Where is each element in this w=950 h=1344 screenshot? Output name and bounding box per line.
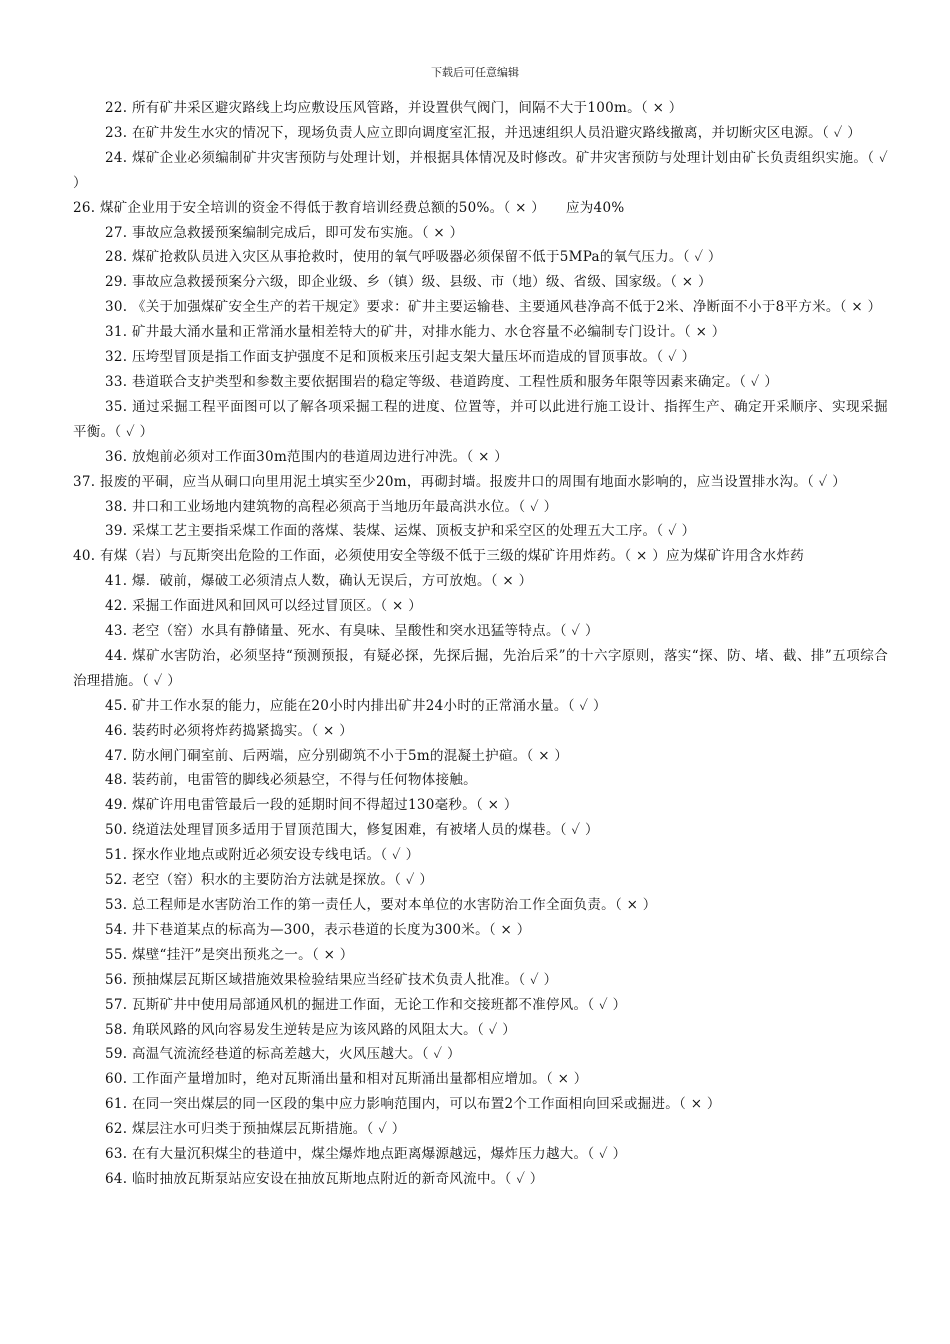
question-item: 37. 报废的平硐，应当从硐口向里用泥土填实至少20m，再砌封墙。报废井口的周围有地面水影响的，应当设置排水沟。（ ✓ ） bbox=[73, 473, 847, 490]
question-list bbox=[73, 96, 888, 1192]
question-item: 53. 总工程师是水害防治工作的第一责任人，要对本单位的水害防治工作全面负责。（ × ） bbox=[105, 897, 657, 913]
question-item: 31. 矿井最大涌水量和正常涌水量相差特大的矿井，对排水能力、水仓容量不必编制专门设计。（ × ） bbox=[105, 324, 726, 341]
question-item: 51. 探水作业地点或附近必须安设专线电话。（ ✓ ） bbox=[105, 847, 420, 864]
question-item: 60. 工作面产量增加时，绝对瓦斯涌出量和相对瓦斯涌出量都相应增加。（ × ） bbox=[105, 1071, 588, 1088]
question-item: 24. 煤矿企业必须编制矿井灾害预防与处理计划，并根据具体情况及时修改。矿井灾害预防与处理计划由矿长负责组织实施。（ ✓ ） bbox=[73, 149, 888, 191]
question-item: 30. 《关于加强煤矿安全生产的若干规定》要求：矿井主要运输巷、主要通风巷净高不低于2米、净断面不小于8平方米。（ × ） bbox=[105, 299, 882, 316]
question-item: 47. 防水闸门硐室前、后两端，应分别砌筑不小于5m的混凝土护碹。（ × ） bbox=[105, 747, 569, 764]
question-item: 50. 绕道法处理冒顶多适用于冒顶范围大，修复困难，有被堵人员的煤巷。（ ✓ ） bbox=[105, 822, 599, 839]
question-item: 63. 在有大量沉积煤尘的巷道中，煤尘爆炸地点距离爆源越远，爆炸压力越大。（ ✓ ） bbox=[105, 1146, 627, 1163]
question-item: 33. 巷道联合支护类型和参数主要依据围岩的稳定等级、巷道跨度、工程性质和服务年限等因素来确定。（ ✓ ） bbox=[105, 373, 779, 390]
question-item: 36. 放炮前必须对工作面30m范围内的巷道周边进行冲洗。（ × ） bbox=[105, 448, 509, 465]
question-item: 41. 爆．破前，爆破工必须清点人数，确认无误后，方可放炮。（ × ） bbox=[105, 573, 533, 590]
question-item: 61. 在同一突出煤层的同一区段的集中应力影响范围内，可以布置2个工作面相向回采或掘进。（ × ） bbox=[105, 1096, 721, 1113]
question-item: 28. 煤矿抢救队员进入灾区从事抢救时，使用的氧气呼吸器必须保留不低于5MPa的氧气压力。（ ✓ ） bbox=[105, 249, 722, 266]
question-item: 32. 压垮型冒顶是指工作面支护强度不足和顶板来压引起支架大量压坏而造成的冒顶事故。（ ✓ ） bbox=[105, 349, 696, 366]
question-item: 54. 井下巷道某点的标高为—300，表示巷道的长度为300米。（ × ） bbox=[105, 921, 531, 938]
question-item: 57. 瓦斯矿井中使用局部通风机的掘进工作面，无论工作和交接班都不准停风。（ ✓ ） bbox=[105, 996, 627, 1013]
question-item: 39. 采煤工艺主要指采煤工作面的落煤、装煤、运煤、顶板支护和采空区的处理五大工序。（ ✓ ） bbox=[105, 523, 696, 540]
question-item: 29. 事故应急救援预案分六级，即企业级、乡（镇）级、县级、市（地）级、省级、国家级。（ × ） bbox=[105, 274, 712, 291]
question-item: 49. 煤矿许用电雷管最后一段的延期时间不得超过130毫秒。（ × ） bbox=[105, 797, 518, 814]
question-item: 48. 装药前，电雷管的脚线必须悬空，不得与任何物体接触。 bbox=[105, 772, 477, 789]
question-item: 40. 有煤（岩）与瓦斯突出危险的工作面，必须使用安全等级不低于三级的煤矿许用炸药。（ × ）应为煤矿许用含水炸药 bbox=[73, 548, 805, 565]
question-item: 38. 井口和工业场地内建筑物的高程必须高于当地历年最高洪水位。（ ✓ ） bbox=[105, 498, 558, 515]
page-header: 下载后可任意编辑 bbox=[431, 66, 519, 79]
question-item: 22. 所有矿井采区避灾路线上均应敷设压风管路，并设置供气阀门，间隔不大于100m。（ × ） bbox=[105, 100, 683, 116]
question-item: 42. 采掘工作面进风和回风可以经过冒顶区。（ × ） bbox=[105, 598, 423, 615]
question-item: 64. 临时抽放瓦斯泵站应安设在抽放瓦斯地点附近的新奇风流中。（ ✓ ） bbox=[105, 1170, 544, 1187]
question-item: 58. 角联风路的风向容易发生逆转是应为该风路的风阻太大。（ ✓ ） bbox=[105, 1021, 516, 1038]
question-item: 46. 装药时必须将炸药捣紧捣实。（ × ） bbox=[105, 722, 354, 739]
question-item: 43. 老空（窑）水具有静储量、死水、有臭味、呈酸性和突水迅猛等特点。（ ✓ ） bbox=[105, 623, 599, 640]
question-item: 45. 矿井工作水泵的能力，应能在20小时内排出矿井24小时的正常涌水量。（ ✓ ） bbox=[105, 697, 607, 714]
question-item: 26. 煤矿企业用于安全培训的资金不得低于教育培训经费总额的50%。（ × ） 应为40% bbox=[73, 199, 625, 216]
question-item: 55. 煤壁“挂汗”是突出预兆之一。（ × ） bbox=[105, 946, 354, 963]
question-item: 52. 老空（窑）积水的主要防治方法就是探放。（ ✓ ） bbox=[105, 872, 434, 889]
question-item: 44. 煤矿水害防治，必须坚持“预测预报，有疑必探，先探后掘，先治后采”的十六字原则，落实“探、防、堵、截、排”五项综合治理措施。（ ✓ ） bbox=[73, 647, 888, 689]
question-item: 35. 通过采掘工程平面图可以了解各项采掘工程的进度、位置等，并可以此进行施工设计、指挥生产、确定开采顺序、实现采掘平衡。（ ✓ ） bbox=[73, 398, 888, 440]
question-item: 23. 在矿井发生水灾的情况下，现场负责人应立即向调度室汇报，并迅速组织人员沿避灾路线撤离，并切断灾区电源。（ ✓ ） bbox=[105, 124, 861, 141]
question-item: 59. 高温气流流经巷道的标高差越大，火风压越大。（ ✓ ） bbox=[105, 1046, 461, 1063]
question-item: 56. 预抽煤层瓦斯区域措施效果检验结果应当经矿技术负责人批准。（ ✓ ） bbox=[105, 971, 558, 988]
question-item: 27. 事故应急救援预案编制完成后，即可发布实施。（ × ） bbox=[105, 224, 464, 241]
question-item: 62. 煤层注水可归类于预抽煤层瓦斯措施。（ ✓ ） bbox=[105, 1121, 406, 1138]
